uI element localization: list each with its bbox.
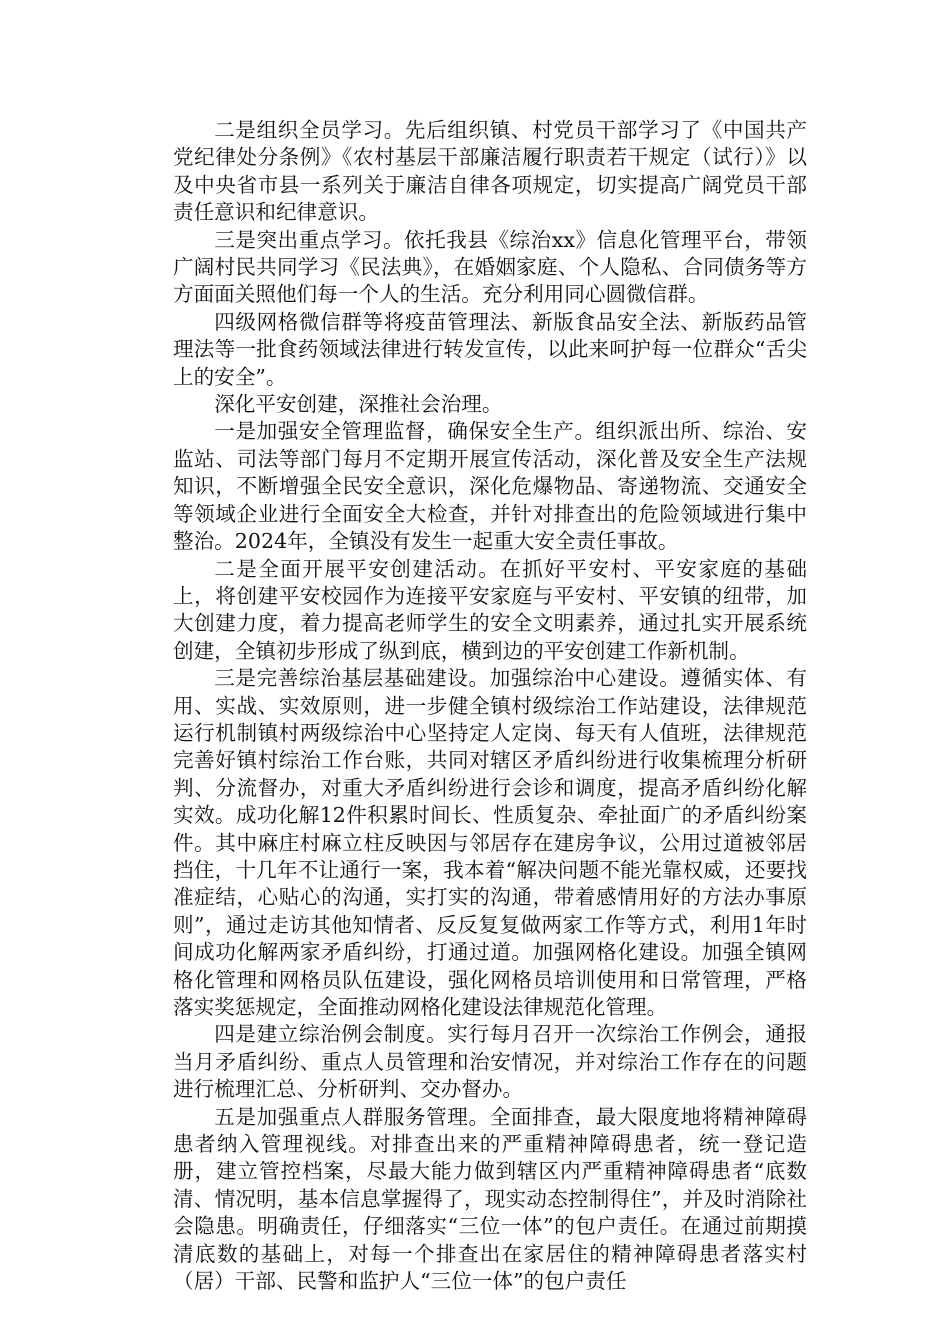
section-heading-safety-governance: 深化平安创建，深推社会治理。 [214, 392, 503, 417]
paragraph-study-all-members: 二是组织全员学习。先后组织镇、村党员干部学习了《中国共产党纪律处分条例》《农村基层干部廉洁履行职责若干规定（试行）》以及中央省市县一系列关于廉洁自律各项规定，切实提高广阔党员干部责任意识和纪律意识。 [173, 118, 807, 225]
paragraph-regular-meetings: 四是建立综治例会制度。实行每月召开一次综治工作例会，通报当月矛盾纠纷、重点人员管理和治安情况，并对综治工作存在的问题进行梳理汇总、分析研判、交办督办。 [173, 1022, 807, 1102]
paragraph-study-key-points: 三是突出重点学习。依托我县《综治xx》信息化管理平台，带领广阔村民共同学习《民法典》，在婚姻家庭、个人隐私、合同债务等方方面面关照他们每一个人的生活。充分利用同心圆微信群。 [173, 227, 807, 307]
document-body [173, 117, 807, 1295]
paragraph-wechat-grid-promotion: 四级网格微信群等将疫苗管理法、新版食品安全法、新版药品管理法等一批食药领域法律进行转发宣传，以此来呵护每一位群众“舌尖上的安全”。 [173, 309, 807, 389]
paragraph-grassroots-construction: 三是完善综治基层基础建设。加强综治中心建设。遵循实体、有用、实战、实效原则，进一步健全镇村级综治工作站建设，法律规范运行机制镇村两级综治中心坚持定人定岗、每天有人值班，法律规范完善好镇村综治工作台账，共同对辖区矛盾纠纷进行收集梳理分析研判、分流督办，对重大矛盾纠纷进行会诊和调度，提高矛盾纠纷化解实效。成功化解12件积累时间长、性质复杂、牵扯面广的矛盾纠纷案件。其中麻庄村麻立柱反映因与邻居存在建房争议，公用过道被邻居挡住，十几年不让通行一案，我本着“解决问题不能光靠权威，还要找准症结，心贴心的沟通，实打实的沟通，带着感情用好的方法办事原则”，通过走访其他知情者、反反复复做两家工作等方式，利用1年时间成功化解两家矛盾纠纷，打通过道。加强网格化建设。加强全镇网格化管理和网格员队伍建设，强化网格员培训使用和日常管理，严格落实奖惩规定，全面推动网格化建设法律规范化管理。 [173, 666, 807, 1019]
paragraph-safety-campaign: 二是全面开展平安创建活动。在抓好平安村、平安家庭的基础上，将创建平安校园作为连接平安家庭与平安村、平安镇的纽带，加大创建力度，着力提高老师学生的安全文明素养，通过扎实开展系统创建，全镇初步形成了纵到底，横到边的平安创建工作新机制。 [173, 556, 807, 663]
paragraph-key-groups-management: 五是加强重点人群服务管理。全面排查，最大限度地将精神障碍患者纳入管理视线。对排查出来的严重精神障碍患者，统一登记造册，建立管控档案，尽最大能力做到辖区内严重精神障碍患者“底数清、情况明，基本信息掌握得了，现实动态控制得住”，并及时消除社会隐患。明确责任，仔细落实“三位一体”的包户责任。在通过前期摸清底数的基础上，对每一个排查出在家居住的精神障碍患者落实村（居）干部、民警和监护人“三位一体”的包户责任 [173, 1104, 807, 1294]
paragraph-safety-supervision: 一是加强安全管理监督，确保安全生产。组织派出所、综治、安监站、司法等部门每月不定期开展宣传活动，深化普及安全生产法规知识，不断增强全民安全意识，深化危爆物品、寄递物流、交通安全等领域企业进行全面安全大检查，并针对排查出的危险领域进行集中整治。2024年，全镇没有发生一起重大安全责任事故。 [173, 419, 807, 554]
